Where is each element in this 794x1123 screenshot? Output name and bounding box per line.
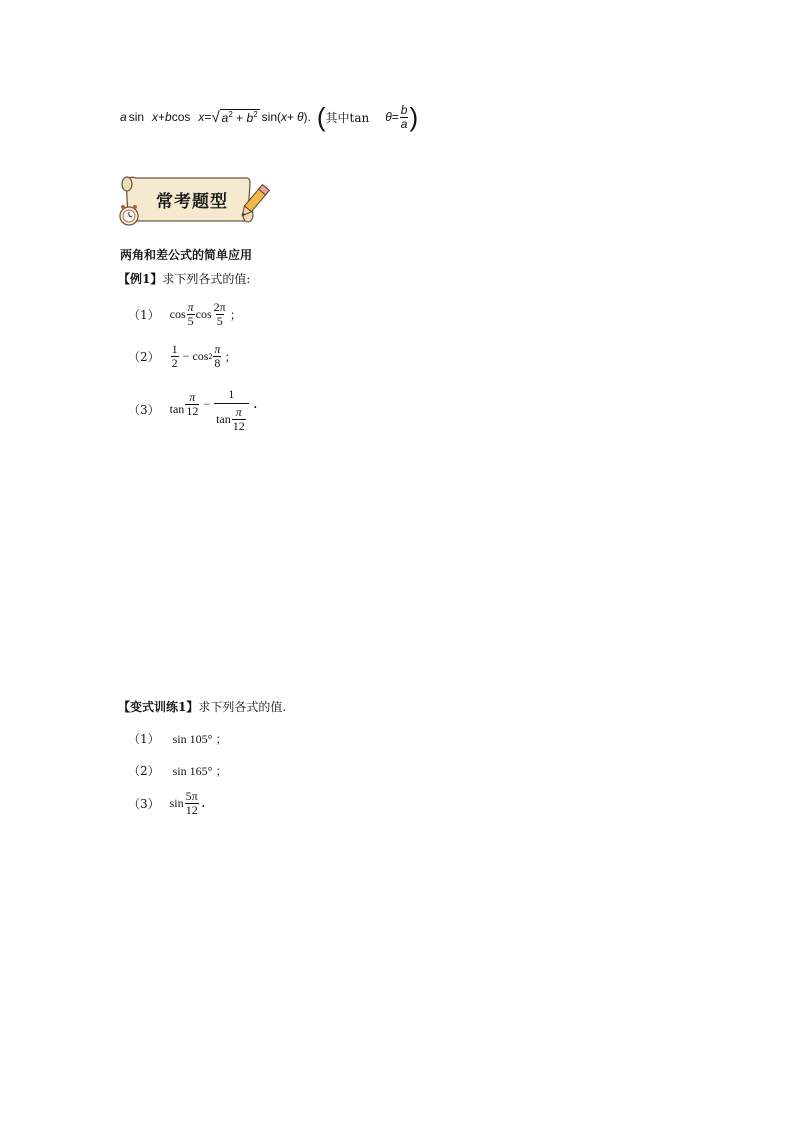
example-item-2 xyxy=(128,340,236,372)
fraction-den xyxy=(214,403,249,433)
banner-title: 常考题型 xyxy=(156,192,228,212)
fraction-den: 5 xyxy=(216,313,223,328)
note-eq: = xyxy=(391,110,399,124)
rhs-paren-close: ) xyxy=(303,110,308,124)
fraction-den: 8 xyxy=(214,355,221,370)
item-fraction xyxy=(171,343,179,370)
item-end: ； xyxy=(229,307,242,322)
item-end: . xyxy=(253,396,257,411)
variant-label: 【变式训练1】 xyxy=(118,700,199,714)
formula-plus1: + xyxy=(158,110,166,124)
item-minus: − xyxy=(182,348,190,363)
sqrt-a-sup: 2 xyxy=(228,110,233,119)
rhs-plus: + xyxy=(287,110,295,124)
example-item-3 xyxy=(128,382,257,436)
sqrt-a: a xyxy=(221,111,229,125)
formula-b: b xyxy=(165,110,172,124)
item-end: . xyxy=(201,795,205,810)
fraction-num: 5π xyxy=(185,788,198,803)
sqrt-plus: + xyxy=(236,111,244,125)
variant-item-3 xyxy=(128,786,205,820)
formula-line xyxy=(120,100,418,134)
item-label: （2） xyxy=(128,764,160,778)
item-fraction-complex xyxy=(214,385,249,433)
variant-text: 求下列各式的值. xyxy=(198,700,287,714)
item-fn: cos xyxy=(169,306,186,321)
rhs-theta: θ xyxy=(297,110,304,124)
item-fraction xyxy=(213,343,221,370)
fraction-num: 1 xyxy=(171,341,178,356)
item-label: （2） xyxy=(128,349,160,364)
fraction-num-text: 2π xyxy=(213,299,226,314)
variant-item-2 xyxy=(128,762,227,779)
formula-x1: x xyxy=(152,110,159,124)
formula-x2: x xyxy=(198,110,205,124)
sqrt-symbol: √ xyxy=(211,108,220,126)
sqrt-content xyxy=(220,109,260,125)
item-fn: cos xyxy=(192,348,209,363)
item-label: （1） xyxy=(128,732,160,746)
fraction-num: π xyxy=(189,389,196,404)
formula-cos: cos xyxy=(171,110,191,124)
formula-a: a xyxy=(120,110,127,124)
item-label: （3） xyxy=(128,796,160,811)
item-end: ； xyxy=(224,349,237,364)
example-line xyxy=(118,270,250,287)
den-fraction xyxy=(232,406,246,433)
fraction-num: π xyxy=(214,341,221,356)
section-heading: 两角和差公式的简单应用 xyxy=(120,248,253,262)
fraction-den: 12 xyxy=(185,802,198,817)
item-fraction xyxy=(213,301,227,328)
item-fraction xyxy=(185,790,199,817)
variant-item-1 xyxy=(128,730,227,747)
item-sup: 2 xyxy=(208,351,213,361)
example-text: 求下列各式的值: xyxy=(162,272,251,286)
note-fraction xyxy=(400,104,409,131)
note-den: a xyxy=(400,116,408,131)
item-fraction xyxy=(187,301,195,328)
rhs-x: x xyxy=(281,110,287,124)
fraction-num xyxy=(213,301,227,314)
note-paren-close: ) xyxy=(409,102,419,132)
note-prefix: 其中tan xyxy=(325,110,370,125)
rhs-sin: sin xyxy=(261,110,277,124)
section-banner xyxy=(116,172,276,228)
item-fn: tan xyxy=(169,401,185,416)
fraction-den: 12 xyxy=(186,403,199,418)
note-num: b xyxy=(400,102,408,117)
item-end: ； xyxy=(215,732,228,746)
den-fn: tan xyxy=(216,412,231,426)
fraction-den: 5 xyxy=(187,313,194,328)
example-label: 【例1】 xyxy=(118,272,163,286)
item-label: （1） xyxy=(128,307,160,322)
formula-sin: sin xyxy=(128,110,145,124)
formula-dot: . xyxy=(307,110,311,124)
fraction-num: π xyxy=(187,299,194,314)
fraction-num: 1 xyxy=(228,387,235,401)
fraction-den: 12 xyxy=(232,419,245,433)
item-fraction xyxy=(185,391,199,418)
fraction-num: π xyxy=(235,405,242,419)
variant-line xyxy=(118,698,286,715)
formula-eq: = xyxy=(204,110,212,124)
note-paren-open: ( xyxy=(316,102,326,132)
fraction-den: 2 xyxy=(171,355,178,370)
item-expr: sin 165° xyxy=(172,764,213,778)
item-expr: sin 105° xyxy=(172,732,213,746)
rhs-paren-open: ( xyxy=(277,110,281,124)
example-item-1 xyxy=(128,298,242,330)
sqrt-b: b xyxy=(246,111,254,125)
sqrt-b-sup: 2 xyxy=(253,110,258,119)
note-theta: θ xyxy=(385,110,392,124)
item-label: （3） xyxy=(128,402,160,417)
item-fn: cos xyxy=(195,306,212,321)
item-end: ； xyxy=(215,764,228,778)
item-minus: − xyxy=(203,396,211,411)
item-fn: sin xyxy=(169,795,184,810)
